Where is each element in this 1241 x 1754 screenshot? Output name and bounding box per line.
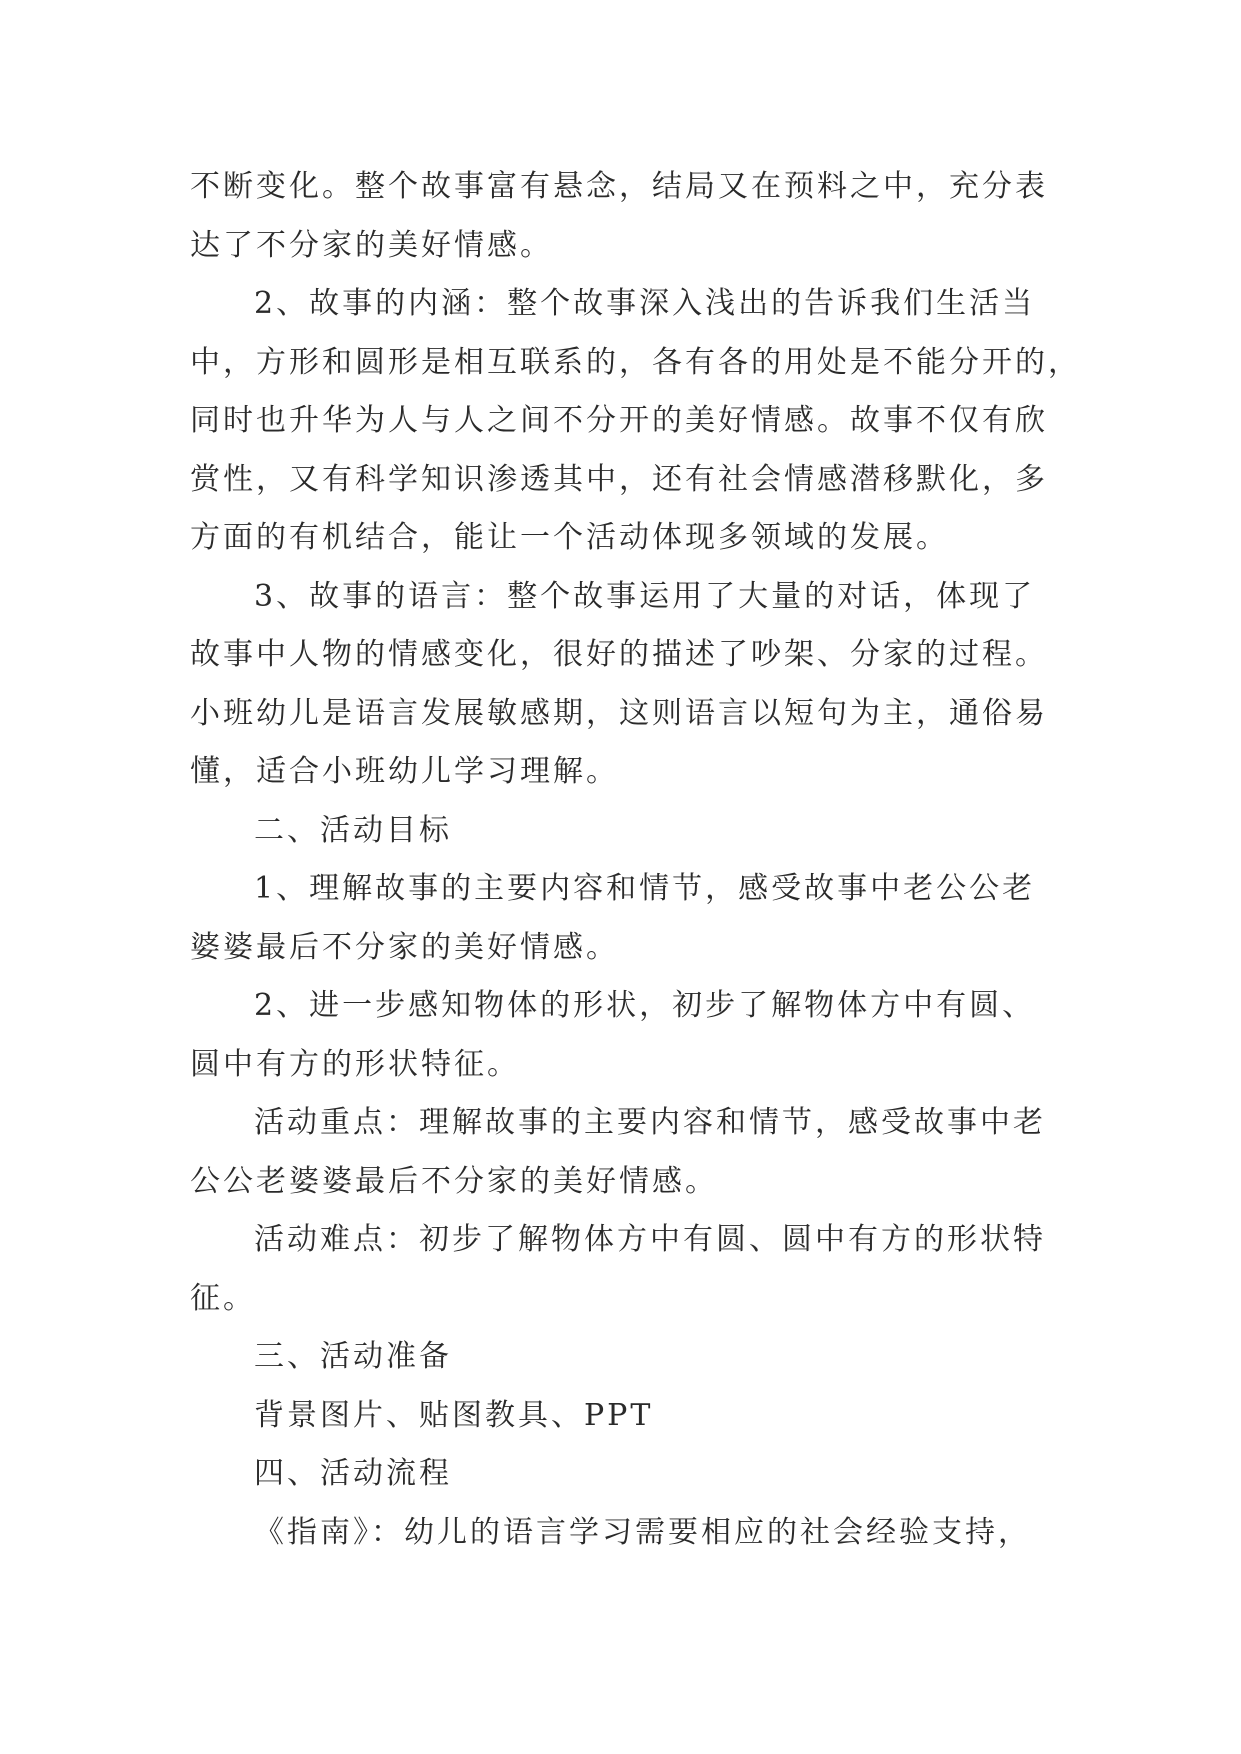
text-line: 懂，适合小班幼儿学习理解。 bbox=[190, 754, 619, 789]
text-line: 方面的有机结合，能让一个活动体现多领域的发展。 bbox=[190, 520, 949, 555]
text-line: 《指南》：幼儿的语言学习需要相应的社会经验支持， bbox=[254, 1514, 1031, 1550]
text-line: 公公老婆婆最后不分家的美好情感。 bbox=[190, 1163, 718, 1199]
text-line: 不断变化。整个故事富有悬念，结局又在预料之中，充分表 bbox=[190, 169, 1048, 204]
text-line: 故事中人物的情感变化，很好的描述了吵架、分家的过程。 bbox=[190, 637, 1048, 672]
text-line: 婆婆最后不分家的美好情感。 bbox=[190, 929, 619, 965]
text-line: 活动重点：理解故事的主要内容和情节，感受故事中老 bbox=[254, 1105, 1046, 1140]
text-line: 活动难点：初步了解物体方中有圆、圆中有方的形状特 bbox=[254, 1222, 1046, 1257]
text-line: 赏性，又有科学知识渗透其中，还有社会情感潜移默化，多 bbox=[190, 461, 1048, 497]
text-line: 征。 bbox=[190, 1280, 256, 1316]
section-heading: 三、活动准备 bbox=[254, 1339, 452, 1374]
document-body bbox=[190, 158, 1081, 1562]
section-heading: 四、活动流程 bbox=[254, 1456, 452, 1491]
text-line: 达了不分家的美好情感。 bbox=[190, 227, 553, 263]
text-line: 3、故事的语言：整个故事运用了大量的对话，体现了 bbox=[254, 578, 1036, 614]
text-line: 1、理解故事的主要内容和情节，感受故事中老公公老 bbox=[254, 871, 1036, 906]
text-line: 小班幼儿是语言发展敏感期，这则语言以短句为主，通俗易 bbox=[190, 695, 1048, 731]
text-line: 2、进一步感知物体的形状，初步了解物体方中有圆、 bbox=[254, 988, 1036, 1023]
text-line: 同时也升华为人与人之间不分开的美好情感。故事不仅有欣 bbox=[190, 403, 1048, 438]
text-line: 圆中有方的形状特征。 bbox=[190, 1046, 520, 1082]
text-line: 2、故事的内涵：整个故事深入浅出的告诉我们生活当 bbox=[254, 286, 1036, 321]
section-heading: 二、活动目标 bbox=[254, 812, 452, 848]
text-line: 中，方形和圆形是相互联系的，各有各的用处是不能分开的， bbox=[190, 344, 1081, 380]
text-line: 背景图片、贴图教具、PPT bbox=[254, 1397, 654, 1433]
